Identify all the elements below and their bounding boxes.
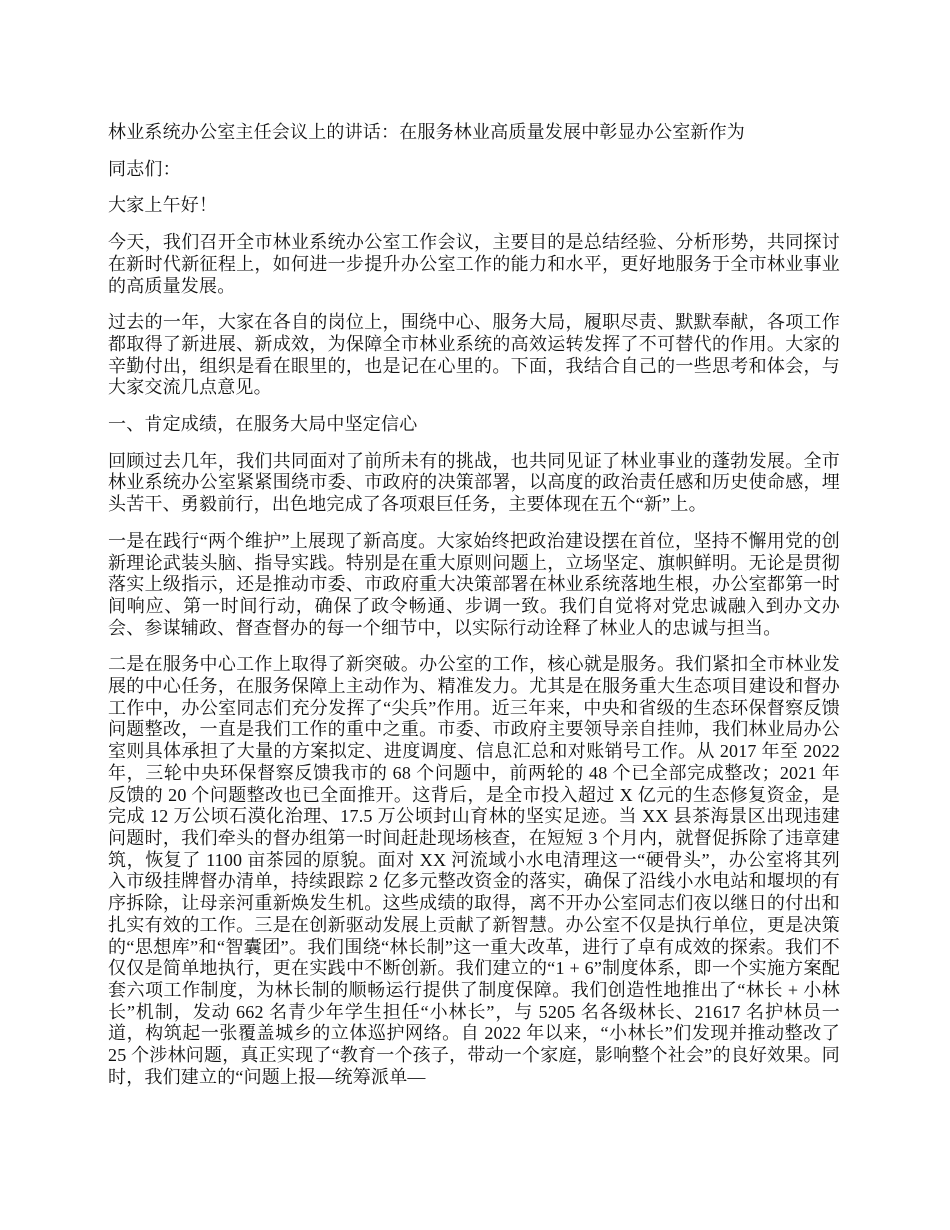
paragraph-past-year: 过去的一年，大家在各自的岗位上，围绕中心、服务大局，履职尽责、默默奉献，各项工作都取得了新进展、新成效，为保障全市林业系统的高效运转发挥了不可替代的作用。大家的辛勤付出，组织是看在眼里的，也是记在心里的。下面，我结合自己的一些思考和体会，与大家交流几点意见。	[108, 312, 840, 398]
greeting-line: 大家上午好！	[108, 195, 218, 216]
doc-title: 林业系统办公室主任会议上的讲话：在服务林业高质量发展中彰显办公室新作为	[108, 122, 745, 142]
paragraph-point-two-three: 二是在服务中心工作上取得了新突破。办公室的工作，核心就是服务。我们紧扣全市林业发展的中心任务，在服务保障上主动作为、精准发力。尤其是在服务重大生态项目建设和督办工作中，办公室同志们充分发挥了“尖兵”作用。近三年来，中央和省级的生态环保督察反馈问题整改，一直是我们工作的重中之重。市委、市政府主要领导亲自挂帅，我们林业局办公室则具体承担了大量的方案拟定、进度调度、信息汇总和对账销号工作。从 2017 年至 2022 年，三轮中央环保督察反馈我市的 68 个问题中，前两轮的 48 个已全部完成整改；2021 年反馈的 20 个问题整改也已全面推开。这背后，是全市投入超过 X 亿元的生态修复资金，是完成 12 万公顷石漠化治理、17.5 万公顷封山育林的坚实足迹。当 XX 县茶海景区出现违建问题时，我们牵头的督办组第一时间赶赴现场核查，在短短 3 个月内，就督促拆除了违章建筑，恢复了 1100 亩茶园的原貌。面对 XX 河流域小水电清理这一“硬骨头”，办公室将其列入市级挂牌督办清单，持续跟踪 2 亿多元整改资金的落实，确保了沿线小水电站和堰坝的有序拆除，让母亲河重新焕发生机。这些成绩的取得，离不开办公室同志们夜以继日的付出和扎实有效的工作。三是在创新驱动发展上贡献了新智慧。办公室不仅是执行单位，更是决策的“思想库”和“智囊团”。我们围绕“林长制”这一重大改革，进行了卓有成效的探索。我们不仅仅是简单地执行，更在实践中不断创新。我们建立的“1 + 6”制度体系，即一个实施方案配套六项工作制度，为林长制的顺畅运行提供了制度保障。我们创造性地推出了“林长 + 小林长”机制，发动 662 名青少年学生担任“小林长”，与 5205 名各级林长、21617 名护林员一道，构筑起一张覆盖城乡的立体巡护网络。自 2022 年以来，“小林长”们发现并推动整改了 25 个涉林问题，真正实现了“教育一个孩子，带动一个家庭，影响整个社会”的良好效果。同时，我们建立的“问题上报—统筹派单—	[108, 654, 840, 1087]
paragraph-meeting-purpose: 今天，我们召开全市林业系统办公室工作会议，主要目的是总结经验、分析形势，共同探讨在新时代新征程上，如何进一步提升办公室工作的能力和水平，更好地服务于全市林业事业的高质量发展。	[108, 232, 840, 296]
paragraph-point-one: 一是在践行“两个维护”上展现了新高度。大家始终把政治建设摆在首位，坚持不懈用党的创新理论武装头脑、指导实践。特别是在重大原则问题上，立场坚定、旗帜鲜明。无论是贯彻落实上级指示，还是推动市委、市政府重大决策部署在林业系统落地生根，办公室都第一时间响应、第一时间行动，确保了政令畅通、步调一致。我们自觉将对党忠诚融入到办文办会、参谋辅政、督查督办的每一个细节中，以实际行动诠释了林业人的忠诚与担当。	[108, 530, 840, 638]
salutation-line: 同志们：	[108, 158, 181, 179]
paragraph-review: 回顾过去几年，我们共同面对了前所未有的挑战，也共同见证了林业事业的蓬勃发展。全市林业系统办公室紧紧围绕市委、市政府的决策部署，以高度的政治责任感和历史使命感，埋头苦干、勇毅前行，出色地完成了各项艰巨任务，主要体现在五个“新”上。	[108, 450, 840, 515]
section-1-heading: 一、肯定成绩，在服务大局中坚定信心	[108, 414, 418, 435]
